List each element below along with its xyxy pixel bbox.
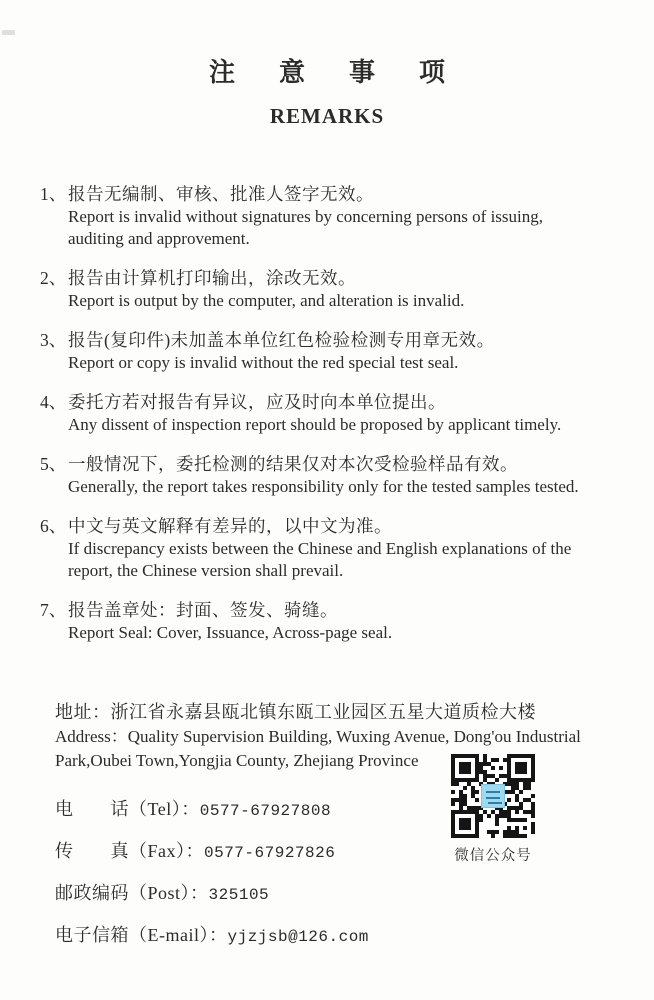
remark-item-3	[40, 329, 614, 374]
item-text-chinese: 报告由计算机打印输出，涂改无效。	[68, 268, 356, 288]
item-number: 6、	[40, 516, 67, 536]
item-text-english: Report Seal: Cover, Issuance, Across-page seal.	[68, 623, 393, 642]
scan-artifact	[2, 30, 15, 35]
wechat-qr-block	[451, 754, 535, 865]
item-number: 4、	[40, 392, 67, 412]
fax-label: 传 真（Fax）：	[55, 841, 204, 861]
item-number: 7、	[40, 600, 67, 620]
address-english: Address：Quality Supervision Building, Wuxing Avenue, Dong'ou Industrial Park,Oubei Town,Yongjia County, Zhejiang Province	[55, 727, 581, 770]
page-title-chinese: 注意事项	[208, 58, 489, 87]
qr-caption: 微信公众号	[454, 848, 532, 864]
tel-label: 电 话（Tel）：	[55, 799, 200, 819]
post-value: 325105	[208, 886, 270, 904]
item-text-chinese: 报告无编制、审核、批准人签字无效。	[68, 184, 374, 204]
remark-item-4	[40, 391, 614, 436]
item-number: 3、	[40, 330, 67, 350]
wechat-qr-code-icon	[451, 754, 535, 838]
item-text-chinese: 中文与英文解释有差异的，以中文为准。	[68, 516, 392, 536]
item-text-english: If discrepancy exists between the Chinese and English explanations of the report, the Chinese version shall prevail.	[68, 539, 572, 580]
email-value: yjzjsb@126.com	[227, 928, 369, 946]
email-label: 电子信箱（E-mail）：	[55, 925, 228, 945]
remark-item-1	[40, 183, 614, 250]
page-title-english: REMARKS	[269, 104, 385, 128]
item-text-chinese: 一般情况下，委托检测的结果仅对本次受检验样品有效。	[68, 454, 518, 474]
item-text-english: Any dissent of inspection report should be proposed by applicant timely.	[68, 415, 562, 434]
item-number: 1、	[40, 184, 67, 204]
remark-item-2	[40, 267, 614, 312]
remark-item-5	[40, 453, 614, 498]
qr-center-logo-icon	[481, 784, 505, 808]
item-text-chinese: 委托方若对报告有异议，应及时向本单位提出。	[68, 392, 446, 412]
remark-item-6	[40, 515, 614, 582]
tel-value: 0577-67927808	[199, 802, 332, 820]
contact-line-post	[55, 879, 614, 904]
fax-value: 0577-67927826	[204, 844, 336, 862]
item-text-chinese: 报告(复印件)未加盖本单位红色检验检测专用章无效。	[68, 330, 495, 350]
item-text-english: Report is output by the computer, and alteration is invalid.	[68, 291, 465, 310]
item-text-chinese: 报告盖章处：封面、签发、骑缝。	[68, 600, 338, 620]
item-text-english: Report is invalid without signatures by concerning persons of issuing, auditing and approvement.	[68, 207, 543, 248]
post-label: 邮政编码（Post）：	[55, 883, 209, 903]
item-text-english: Report or copy is invalid without the red special test seal.	[68, 353, 459, 372]
remark-list	[40, 183, 614, 644]
remark-item-7	[40, 599, 614, 644]
contact-line-email	[55, 921, 614, 946]
item-number: 5、	[40, 454, 67, 474]
address-chinese: 地址：浙江省永嘉县瓯北镇东瓯工业园区五星大道质检大楼	[55, 702, 536, 722]
item-number: 2、	[40, 268, 67, 288]
item-text-english: Generally, the report takes responsibility only for the tested samples tested.	[68, 477, 579, 496]
